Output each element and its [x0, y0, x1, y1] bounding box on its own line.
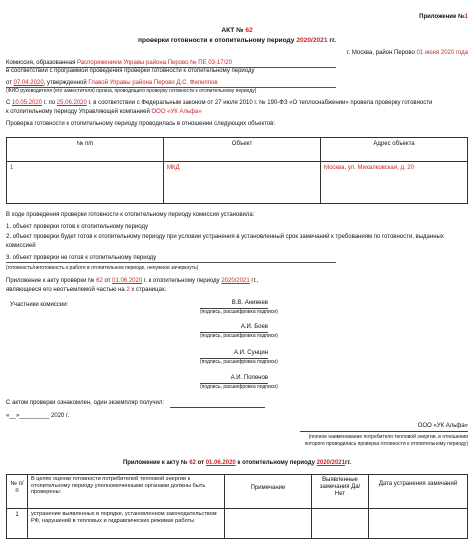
- objects-cell-address: Москва, ул. Михалковская, д. 20: [321, 162, 468, 204]
- act-title: АКТ № 62: [221, 27, 253, 34]
- acquaint-hint2: которого проводилась проверка готовности к отопительному периоду): [304, 441, 468, 447]
- objects-header-object: Объект: [164, 138, 321, 162]
- signature-hint-4: (подпись, расшифровка подписи): [200, 384, 278, 390]
- findings-appendix: Приложение к акту проверки № 62 от 01.06.2020 г. к отопительному периоду 2020/2021 гг.,: [6, 278, 259, 284]
- acquaint-line: С актом проверки ознакомлен, один экземпляр получил:: [6, 400, 165, 406]
- objects-header-num: № п/п: [7, 138, 164, 162]
- remarks-cell-num: 1: [7, 509, 28, 539]
- objects-table: [6, 137, 468, 204]
- commission-line6: Проверка готовности к отопительному периоду проводилась в отношении следующих объектов:: [6, 121, 276, 127]
- remarks-header-found: Выявленные замечания Да/Нет: [312, 475, 369, 509]
- findings-line1: В ходе проведения проверки готовности к отопительному периоду комиссия установила:: [6, 212, 255, 218]
- signature-hint-1: (подпись, расшифровка подписи): [200, 309, 278, 315]
- findings-line2: 1. объект проверки готов к отопительному периоду: [6, 224, 148, 230]
- remarks-table: [6, 474, 468, 539]
- signature-name-4: А.И. Попенов: [230, 375, 268, 381]
- remarks-cell-found: [312, 509, 369, 539]
- findings-hint: (готовность/неготовность к работе в отопительном периоде, ненужное зачеркнуть): [6, 265, 199, 271]
- remarks-cell-check: устранение выявленных в порядке, установленном законодательством РФ, нарушений в тепловых и гидравлических режимах работы: [28, 509, 225, 539]
- findings-line5: 3. объект проверки не готов к отопительному периоду: [6, 255, 157, 261]
- act-subtitle: проверки готовности к отопительному периоду 2020/2021 гг.: [137, 37, 337, 44]
- remarks-cell-date: [369, 509, 468, 539]
- findings-line4: комиссией: [6, 243, 36, 249]
- signature-name-1: В.В. Аникеев: [231, 300, 268, 306]
- appendix-title: Приложение к акту № 62 от 01.06.2020 к отопительному периоду 2020/2021гг.: [122, 460, 352, 466]
- signatures-heading: Участники комиссии:: [10, 302, 69, 308]
- findings-pages: являющееся его неотъемлемой частью на 2 х страницах.: [6, 287, 167, 293]
- acquaint-hint1: (полное наименование потребителя тепловой энергии, в отношении: [308, 434, 468, 440]
- commission-line1: Комиссия, образованная Распоряжением Управы района Перово № ПЕ 03-17/20: [6, 60, 232, 66]
- commission-line2: в соответствии с программой проведения проверки готовности к отопительному периоду: [6, 68, 255, 74]
- signature-name-3: А.И. Сунцин: [233, 350, 268, 356]
- acquaint-date: «__»_________ 2020 г.: [6, 413, 70, 419]
- appendix-label: Приложение №1: [419, 14, 468, 20]
- commission-period: С 10.05.2020 г. по 25.06.2020 г. в соответствии с Федеральным законом от 27 июля 2010 г. № 190-ФЗ «О теплоснабжении» провела проверку готовности: [6, 100, 433, 106]
- signature-hint-2: (подпись, расшифровка подписи): [200, 333, 278, 339]
- findings-line3: 2. объект проверки будет готов к отопительному периоду при условии устранения в установленный срок замечаний к требованиям по готовности, выданных: [6, 234, 444, 240]
- remarks-header-note: Примечание: [225, 475, 312, 509]
- remarks-header-date: Дата устранения замечаний: [369, 475, 468, 509]
- objects-cell-object: МКД: [164, 162, 321, 204]
- commission-line5: к отопительному периоду Управляющей компанией ООО «УК Альфа»: [6, 109, 202, 115]
- signature-hint-3: (подпись, расшифровка подписи): [200, 359, 278, 365]
- table-row: [7, 509, 468, 539]
- signature-name-2: А.И. Боев: [240, 324, 268, 330]
- objects-cell-num: 1: [7, 162, 164, 204]
- table-row: [7, 162, 468, 204]
- commission-hint2: (ФИО руководителя (его заместителя) органа, проводящего проверку готовности к отопительному периоду): [6, 88, 257, 94]
- objects-header-address: Адрес объекта: [321, 138, 468, 162]
- remarks-header-num: № п/п: [7, 475, 28, 509]
- act-location-date: г. Москва, район Перово 01 июня 2020 года: [347, 50, 468, 56]
- commission-line3: от 07.04.2020, утвержденной Главой Управы района Перово Д.С. Филиппов: [6, 80, 218, 86]
- acquaint-company: ООО «УК Альфа»: [417, 423, 468, 429]
- remarks-header-check: В целях оценки готовности потребителей тепловой энергии к отопительному периоду уполномоченными органами должны быть проверены:: [28, 475, 225, 509]
- remarks-cell-note: [225, 509, 312, 539]
